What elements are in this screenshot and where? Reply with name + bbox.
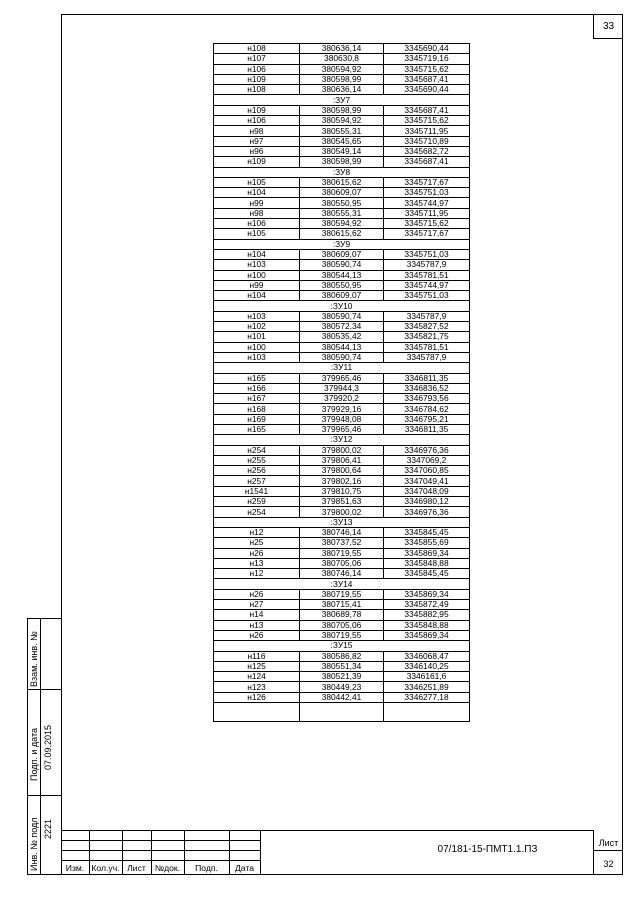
section-header-row: [214, 95, 470, 105]
point-name: н99: [214, 280, 300, 290]
y-coordinate: 3345717,67: [384, 177, 470, 187]
table-row: [214, 311, 470, 321]
coordinates-table: [213, 43, 470, 722]
x-coordinate: 380598,99: [300, 157, 384, 167]
table-row: [214, 651, 470, 661]
y-coordinate: 3346068,47: [384, 651, 470, 661]
point-name: н105: [214, 177, 300, 187]
y-coordinate: 3345711,95: [384, 126, 470, 136]
tb-line: [61, 850, 260, 851]
y-coordinate: 3346836,52: [384, 383, 470, 393]
y-coordinate: 3345872,49: [384, 600, 470, 610]
x-coordinate: 379944,3: [300, 383, 384, 393]
y-coordinate: 3346976,36: [384, 507, 470, 517]
table-row: [214, 105, 470, 115]
y-coordinate: 3346251,89: [384, 682, 470, 692]
x-coordinate: 380737,52: [300, 538, 384, 548]
y-coordinate: 3347049,41: [384, 476, 470, 486]
table-row: [214, 445, 470, 455]
point-name: н104: [214, 188, 300, 198]
point-name: н169: [214, 414, 300, 424]
x-coordinate: 380636,14: [300, 85, 384, 95]
point-name: н103: [214, 352, 300, 362]
x-coordinate: 380550,95: [300, 280, 384, 290]
table-row: [214, 692, 470, 702]
x-coordinate: 379806,41: [300, 455, 384, 465]
table-row: [214, 672, 470, 682]
y-coordinate: 3345744,97: [384, 198, 470, 208]
table-row: [214, 260, 470, 270]
y-coordinate: 3345690,44: [384, 85, 470, 95]
point-name: н109: [214, 74, 300, 84]
x-coordinate: 380555,31: [300, 208, 384, 218]
y-coordinate: 3345787,9: [384, 352, 470, 362]
table-row: [214, 64, 470, 74]
y-coordinate: 3345845,45: [384, 527, 470, 537]
x-coordinate: 380594,92: [300, 116, 384, 126]
blank-cell: [384, 703, 470, 722]
table-row: [214, 352, 470, 362]
y-coordinate: 3346161,6: [384, 672, 470, 682]
x-coordinate: 380609,07: [300, 188, 384, 198]
tb-line: [61, 860, 260, 861]
point-name: н116: [214, 651, 300, 661]
y-coordinate: 3345690,44: [384, 44, 470, 54]
y-coordinate: 3345751,03: [384, 249, 470, 259]
x-coordinate: 380719,55: [300, 630, 384, 640]
point-name: н104: [214, 249, 300, 259]
point-name: н105: [214, 229, 300, 239]
x-coordinate: 380636,14: [300, 44, 384, 54]
table-row: [214, 85, 470, 95]
y-coordinate: 3346811,35: [384, 373, 470, 383]
vzam-inv-label: Взам. инв. №: [29, 631, 39, 687]
section-title: :ЗУ12: [214, 435, 470, 445]
point-name: н97: [214, 136, 300, 146]
y-coordinate: 3346140,25: [384, 661, 470, 671]
sheet-label: Лист: [598, 838, 619, 848]
y-coordinate: 3346795,21: [384, 414, 470, 424]
y-coordinate: 3346793,56: [384, 394, 470, 404]
point-name: н12: [214, 569, 300, 579]
table-row: [214, 589, 470, 599]
point-name: н254: [214, 507, 300, 517]
table-row: [214, 332, 470, 342]
x-coordinate: 380719,55: [300, 548, 384, 558]
x-coordinate: 380719,55: [300, 589, 384, 599]
x-coordinate: 380746,14: [300, 569, 384, 579]
x-coordinate: 380615,62: [300, 177, 384, 187]
sheet-number: 32: [603, 859, 614, 869]
stamp-column-divider: [40, 619, 41, 874]
table-row: [214, 280, 470, 290]
x-coordinate: 380551,34: [300, 661, 384, 671]
table-row: [214, 538, 470, 548]
x-coordinate: 380705,06: [300, 620, 384, 630]
y-coordinate: 3345848,88: [384, 620, 470, 630]
section-header-row: [214, 239, 470, 249]
x-coordinate: 379800,02: [300, 507, 384, 517]
tb-header-ndok: №док.: [154, 863, 181, 873]
y-coordinate: 3345687,41: [384, 157, 470, 167]
table-row: [214, 198, 470, 208]
section-title: :ЗУ7: [214, 95, 470, 105]
table-row: [214, 466, 470, 476]
point-name: н1541: [214, 486, 300, 496]
point-name: н255: [214, 455, 300, 465]
y-coordinate: 3347060,85: [384, 466, 470, 476]
x-coordinate: 380590,74: [300, 260, 384, 270]
point-name: н26: [214, 630, 300, 640]
point-name: н98: [214, 126, 300, 136]
table-row: [214, 249, 470, 259]
section-header-row: [214, 579, 470, 589]
point-name: н25: [214, 538, 300, 548]
x-coordinate: 379965,46: [300, 373, 384, 383]
x-coordinate: 380594,92: [300, 219, 384, 229]
table-row: [214, 476, 470, 486]
x-coordinate: 380594,92: [300, 64, 384, 74]
section-title: :ЗУ8: [214, 167, 470, 177]
podp-data-label: Подп. и дата: [29, 727, 39, 781]
x-coordinate: 379800,02: [300, 445, 384, 455]
inv-number: 2221: [43, 818, 53, 839]
section-header-row: [214, 363, 470, 373]
document-code: 07/181-15-ПМТ1.1.ПЗ: [437, 844, 538, 855]
table-row: [214, 394, 470, 404]
y-coordinate: 3345787,9: [384, 260, 470, 270]
y-coordinate: 3345719,16: [384, 54, 470, 64]
table-row: [214, 229, 470, 239]
table-row: [214, 414, 470, 424]
point-name: н126: [214, 692, 300, 702]
point-name: н102: [214, 322, 300, 332]
table-row: [214, 548, 470, 558]
x-coordinate: 379948,08: [300, 414, 384, 424]
x-coordinate: 379802,16: [300, 476, 384, 486]
y-coordinate: 3347048,09: [384, 486, 470, 496]
point-name: н106: [214, 219, 300, 229]
table-row: [214, 116, 470, 126]
y-coordinate: 3345744,97: [384, 280, 470, 290]
section-title: :ЗУ14: [214, 579, 470, 589]
point-name: н256: [214, 466, 300, 476]
y-coordinate: 3345787,9: [384, 311, 470, 321]
x-coordinate: 379929,16: [300, 404, 384, 414]
section-header-row: [214, 517, 470, 527]
x-coordinate: 380550,95: [300, 198, 384, 208]
table-row: [214, 404, 470, 414]
table-row: [214, 600, 470, 610]
tb-header-podp: Подп.: [195, 863, 218, 873]
point-name: н96: [214, 146, 300, 156]
table-row: [214, 507, 470, 517]
table-row: [214, 208, 470, 218]
table-row: [214, 558, 470, 568]
table-row: [214, 177, 470, 187]
table-row: [214, 188, 470, 198]
x-coordinate: 380545,65: [300, 136, 384, 146]
point-name: н165: [214, 373, 300, 383]
point-name: н12: [214, 527, 300, 537]
section-header-row: [214, 301, 470, 311]
tb-line: [61, 830, 593, 831]
y-coordinate: 3345751,03: [384, 291, 470, 301]
y-coordinate: 3345882,95: [384, 610, 470, 620]
table-row: [214, 342, 470, 352]
tb-header-list: Лист: [127, 863, 146, 873]
x-coordinate: 380615,62: [300, 229, 384, 239]
y-coordinate: 3345869,34: [384, 548, 470, 558]
y-coordinate: 3345687,41: [384, 74, 470, 84]
point-name: н106: [214, 64, 300, 74]
point-name: н100: [214, 270, 300, 280]
x-coordinate: 380746,14: [300, 527, 384, 537]
point-name: н167: [214, 394, 300, 404]
page-number: 33: [593, 14, 623, 39]
x-coordinate: 379851,63: [300, 497, 384, 507]
section-title: :ЗУ9: [214, 239, 470, 249]
y-coordinate: 3345781,51: [384, 342, 470, 352]
y-coordinate: 3345717,67: [384, 229, 470, 239]
table-row: [214, 146, 470, 156]
blank-cell: [300, 703, 384, 722]
table-row: [214, 497, 470, 507]
table-row: [214, 157, 470, 167]
y-coordinate: 3345687,41: [384, 105, 470, 115]
x-coordinate: 380609,07: [300, 291, 384, 301]
x-coordinate: 380521,39: [300, 672, 384, 682]
point-name: н14: [214, 610, 300, 620]
title-block: [61, 830, 623, 875]
table-row: [214, 383, 470, 393]
x-coordinate: 380609,07: [300, 249, 384, 259]
point-name: н13: [214, 558, 300, 568]
point-name: н26: [214, 589, 300, 599]
y-coordinate: 3345869,34: [384, 630, 470, 640]
tb-header-koluch: Кол.уч.: [91, 863, 120, 873]
table-row: [214, 569, 470, 579]
stamp-divider: [28, 795, 61, 796]
point-name: н108: [214, 85, 300, 95]
stamp-divider: [28, 689, 61, 690]
x-coordinate: 380442,41: [300, 692, 384, 702]
point-name: н100: [214, 342, 300, 352]
y-coordinate: 3345855,69: [384, 538, 470, 548]
point-name: н108: [214, 44, 300, 54]
table-row: [214, 373, 470, 383]
table-row: [214, 455, 470, 465]
y-coordinate: 3346976,36: [384, 445, 470, 455]
point-name: н99: [214, 198, 300, 208]
y-coordinate: 3346277,18: [384, 692, 470, 702]
table-blank-row: [214, 703, 470, 722]
x-coordinate: 380598,99: [300, 74, 384, 84]
point-name: н257: [214, 476, 300, 486]
point-name: н103: [214, 311, 300, 321]
sign-date: 07.09.2015: [43, 724, 53, 770]
section-header-row: [214, 641, 470, 651]
x-coordinate: 380590,74: [300, 352, 384, 362]
y-coordinate: 3347069,2: [384, 455, 470, 465]
y-coordinate: 3345711,95: [384, 208, 470, 218]
table-row: [214, 54, 470, 64]
y-coordinate: 3346784,62: [384, 404, 470, 414]
x-coordinate: 380630,8: [300, 54, 384, 64]
point-name: н98: [214, 208, 300, 218]
table-row: [214, 486, 470, 496]
table-row: [214, 44, 470, 54]
y-coordinate: 3345845,45: [384, 569, 470, 579]
table-row: [214, 270, 470, 280]
point-name: н168: [214, 404, 300, 414]
table-row: [214, 682, 470, 692]
point-name: н27: [214, 600, 300, 610]
y-coordinate: 3345827,52: [384, 322, 470, 332]
point-name: н123: [214, 682, 300, 692]
y-coordinate: 3345781,51: [384, 270, 470, 280]
table-row: [214, 136, 470, 146]
point-name: н107: [214, 54, 300, 64]
point-name: н259: [214, 497, 300, 507]
x-coordinate: 380449,23: [300, 682, 384, 692]
inv-podl-label: Инв. № подл: [29, 817, 39, 871]
x-coordinate: 379965,46: [300, 424, 384, 434]
y-coordinate: 3345715,62: [384, 64, 470, 74]
section-title: :ЗУ10: [214, 301, 470, 311]
table-row: [214, 126, 470, 136]
x-coordinate: 380689,78: [300, 610, 384, 620]
x-coordinate: 380572,34: [300, 322, 384, 332]
point-name: н106: [214, 116, 300, 126]
y-coordinate: 3345715,62: [384, 219, 470, 229]
y-coordinate: 3345751,03: [384, 188, 470, 198]
table-row: [214, 527, 470, 537]
y-coordinate: 3345715,62: [384, 116, 470, 126]
point-name: н26: [214, 548, 300, 558]
point-name: н165: [214, 424, 300, 434]
section-header-row: [214, 435, 470, 445]
y-coordinate: 3345848,88: [384, 558, 470, 568]
point-name: н125: [214, 661, 300, 671]
table-row: [214, 291, 470, 301]
table-row: [214, 610, 470, 620]
table-row: [214, 661, 470, 671]
y-coordinate: 3345821,75: [384, 332, 470, 342]
tb-header-data: Дата: [234, 863, 255, 873]
point-name: н13: [214, 620, 300, 630]
point-name: н124: [214, 672, 300, 682]
table-row: [214, 219, 470, 229]
x-coordinate: 380535,42: [300, 332, 384, 342]
y-coordinate: 3345682,72: [384, 146, 470, 156]
x-coordinate: 379810,75: [300, 486, 384, 496]
x-coordinate: 380544,13: [300, 270, 384, 280]
y-coordinate: 3345869,34: [384, 589, 470, 599]
section-title: :ЗУ13: [214, 517, 470, 527]
tb-header-izm: Изм.: [65, 863, 85, 873]
table-row: [214, 630, 470, 640]
x-coordinate: 380586,82: [300, 651, 384, 661]
x-coordinate: 379920,2: [300, 394, 384, 404]
x-coordinate: 380705,06: [300, 558, 384, 568]
x-coordinate: 380544,13: [300, 342, 384, 352]
blank-cell: [214, 703, 300, 722]
y-coordinate: 3345710,89: [384, 136, 470, 146]
section-title: :ЗУ11: [214, 363, 470, 373]
y-coordinate: 3346980,12: [384, 497, 470, 507]
point-name: н254: [214, 445, 300, 455]
tb-line: [61, 840, 260, 841]
table-row: [214, 74, 470, 84]
point-name: н166: [214, 383, 300, 393]
table-row: [214, 620, 470, 630]
table-row: [214, 322, 470, 332]
section-title: :ЗУ15: [214, 641, 470, 651]
point-name: н109: [214, 105, 300, 115]
x-coordinate: 380598,99: [300, 105, 384, 115]
point-name: н103: [214, 260, 300, 270]
left-margin-stamp: [27, 618, 61, 875]
point-name: н109: [214, 157, 300, 167]
x-coordinate: 379800,64: [300, 466, 384, 476]
x-coordinate: 380549,14: [300, 146, 384, 156]
x-coordinate: 380715,41: [300, 600, 384, 610]
section-header-row: [214, 167, 470, 177]
table-row: [214, 424, 470, 434]
point-name: н101: [214, 332, 300, 342]
tb-col: [260, 830, 261, 875]
point-name: н104: [214, 291, 300, 301]
y-coordinate: 3346811,35: [384, 424, 470, 434]
x-coordinate: 380590,74: [300, 311, 384, 321]
x-coordinate: 380555,31: [300, 126, 384, 136]
